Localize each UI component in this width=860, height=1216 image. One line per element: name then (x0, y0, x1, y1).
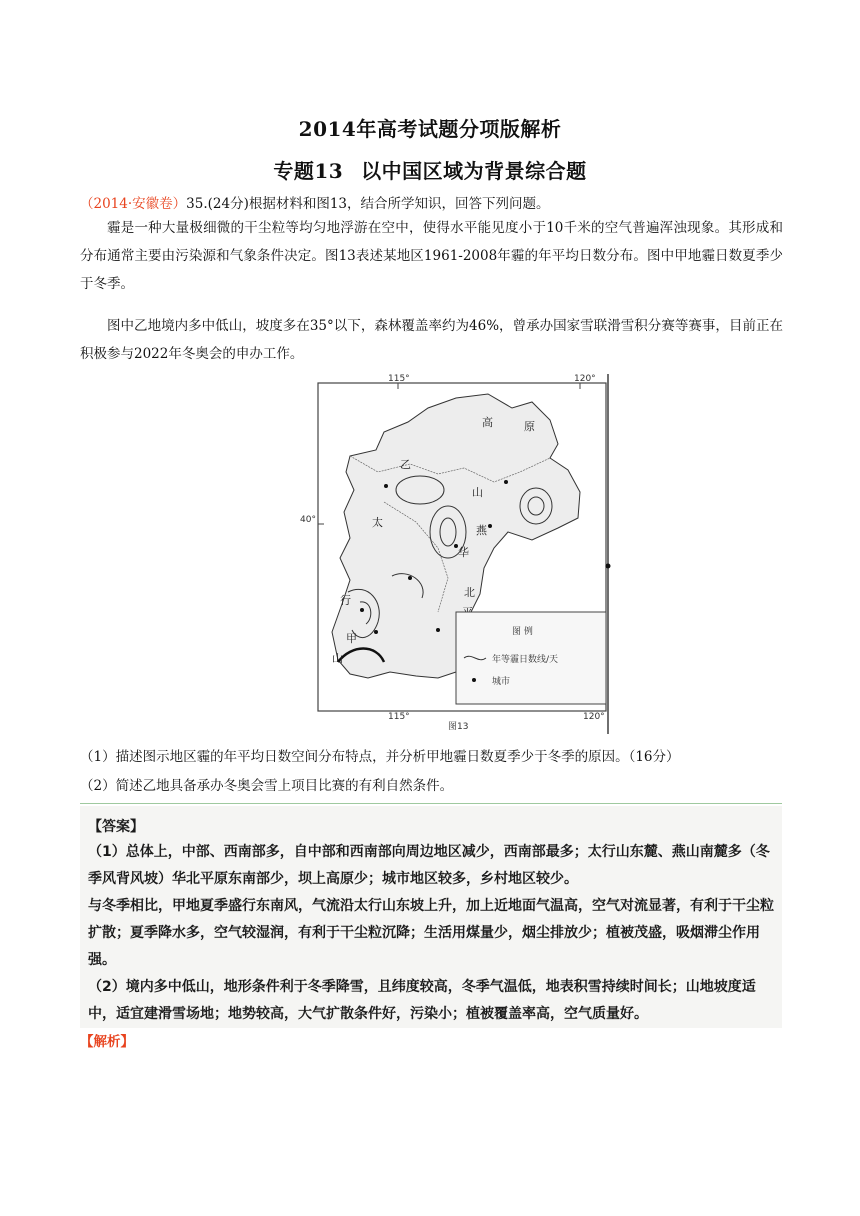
label-shan-top: 山 (472, 486, 483, 499)
label-tai: 太 (372, 516, 383, 529)
figure-13-map (288, 372, 618, 736)
lon-120-top: 120° (574, 374, 596, 384)
city-dot (384, 484, 388, 488)
question-1: （1）描述图示地区霾的年平均日数空间分布特点，并分析甲地霾日数夏季少于冬季的原因。（16分） (80, 749, 680, 765)
label-hua: 华 (458, 546, 469, 559)
city-dot (360, 608, 364, 612)
legend-item-city: 城市 (492, 677, 511, 687)
haze-map-svg (288, 372, 618, 736)
legend-item-contour: 年等霾日数线/天 (492, 655, 559, 665)
lon-115-bottom: 115° (388, 712, 410, 722)
label-yan: 燕 (476, 524, 487, 537)
question-header (80, 192, 780, 212)
lat-40: 40° (300, 515, 316, 525)
city-dot (488, 524, 492, 528)
legend-title: 图 例 (512, 627, 533, 637)
border-dot (606, 564, 611, 569)
analysis-label: 【解析】 (80, 1034, 134, 1050)
answer-2: （2）境内多中低山，地形条件利于冬季降雪，且纬度较高，冬季气温低，地表积雪持续时间长；山地坡度适中，适宜建滑雪场地；地势较高，大气扩散条件好，污染小；植被覆盖率高，空气质量好。 (88, 979, 756, 1022)
label-yuan: 原 (524, 420, 535, 433)
subtitle-prefix: 专题13 (273, 159, 344, 183)
label-jia: 甲 (346, 632, 357, 645)
answer-box (80, 806, 782, 1028)
lon-120-bottom: 120° (583, 712, 605, 722)
question-2: （2）简述乙地具备承办冬奥会雪上项目比赛的有利自然条件。 (80, 778, 454, 794)
material-paragraph-1: 霾是一种大量极细微的干尘粒等均匀地浮游在空中，使得水平能见度小于10千米的空气普遍浑浊现象。其形成和分布通常主要由污染源和气象条件决定。图13表述某地区1961-2008年霾的年平均日数分布。图中甲地霾日数夏季少于冬季。 (80, 220, 783, 292)
document-title: 2014年高考试题分项版解析 (298, 117, 562, 141)
material-paragraph-2: 图中乙地境内多中低山，坡度多在35°以下，森林覆盖率约为46%，曾承办国家雪联滑雪积分赛等赛事，目前正在积极参与2022年冬奥会的申办工作。 (80, 318, 783, 362)
legend-city-symbol (472, 678, 476, 682)
city-dot (408, 576, 412, 580)
label-yi: 乙 (400, 458, 411, 471)
question-source: （2014·安徽卷） (80, 196, 187, 212)
question-stem: 35.(24分)根据材料和图13，结合所学知识，回答下列问题。 (186, 196, 550, 212)
label-bei: 北 (464, 586, 475, 599)
city-dot (436, 628, 440, 632)
answer-1: （1）总体上，中部、西南部多，自中部和西南部向周边地区减少，西南部最多；太行山东麓、燕山南麓多（冬季风背风坡）华北平原东南部少，坝上高原少；城市地区较多，乡村地区较少。 (88, 844, 770, 887)
answer-1-continued: 与冬季相比，甲地夏季盛行东南风，气流沿太行山东坡上升，加上近地面气温高，空气对流显著，有利于干尘粒扩散；夏季降水多，空气较湿润，有利于干尘粒沉降；生活用煤量少，烟尘排放少；植被茂盛，吸烟滞尘作用强。 (88, 898, 774, 968)
subtitle-main: 以中国区域为背景综合题 (361, 159, 587, 183)
document-subtitle (0, 155, 860, 184)
lon-115-top: 115° (388, 374, 410, 384)
city-dot (504, 480, 508, 484)
answer-heading: 【答案】 (88, 819, 144, 835)
label-xing: 行 (340, 594, 351, 607)
answer-separator (80, 803, 782, 804)
label-gao: 高 (482, 416, 493, 429)
label-shan-bottom: 山 (332, 652, 343, 665)
city-dot (374, 630, 378, 634)
figure-caption: 图13 (448, 722, 469, 732)
